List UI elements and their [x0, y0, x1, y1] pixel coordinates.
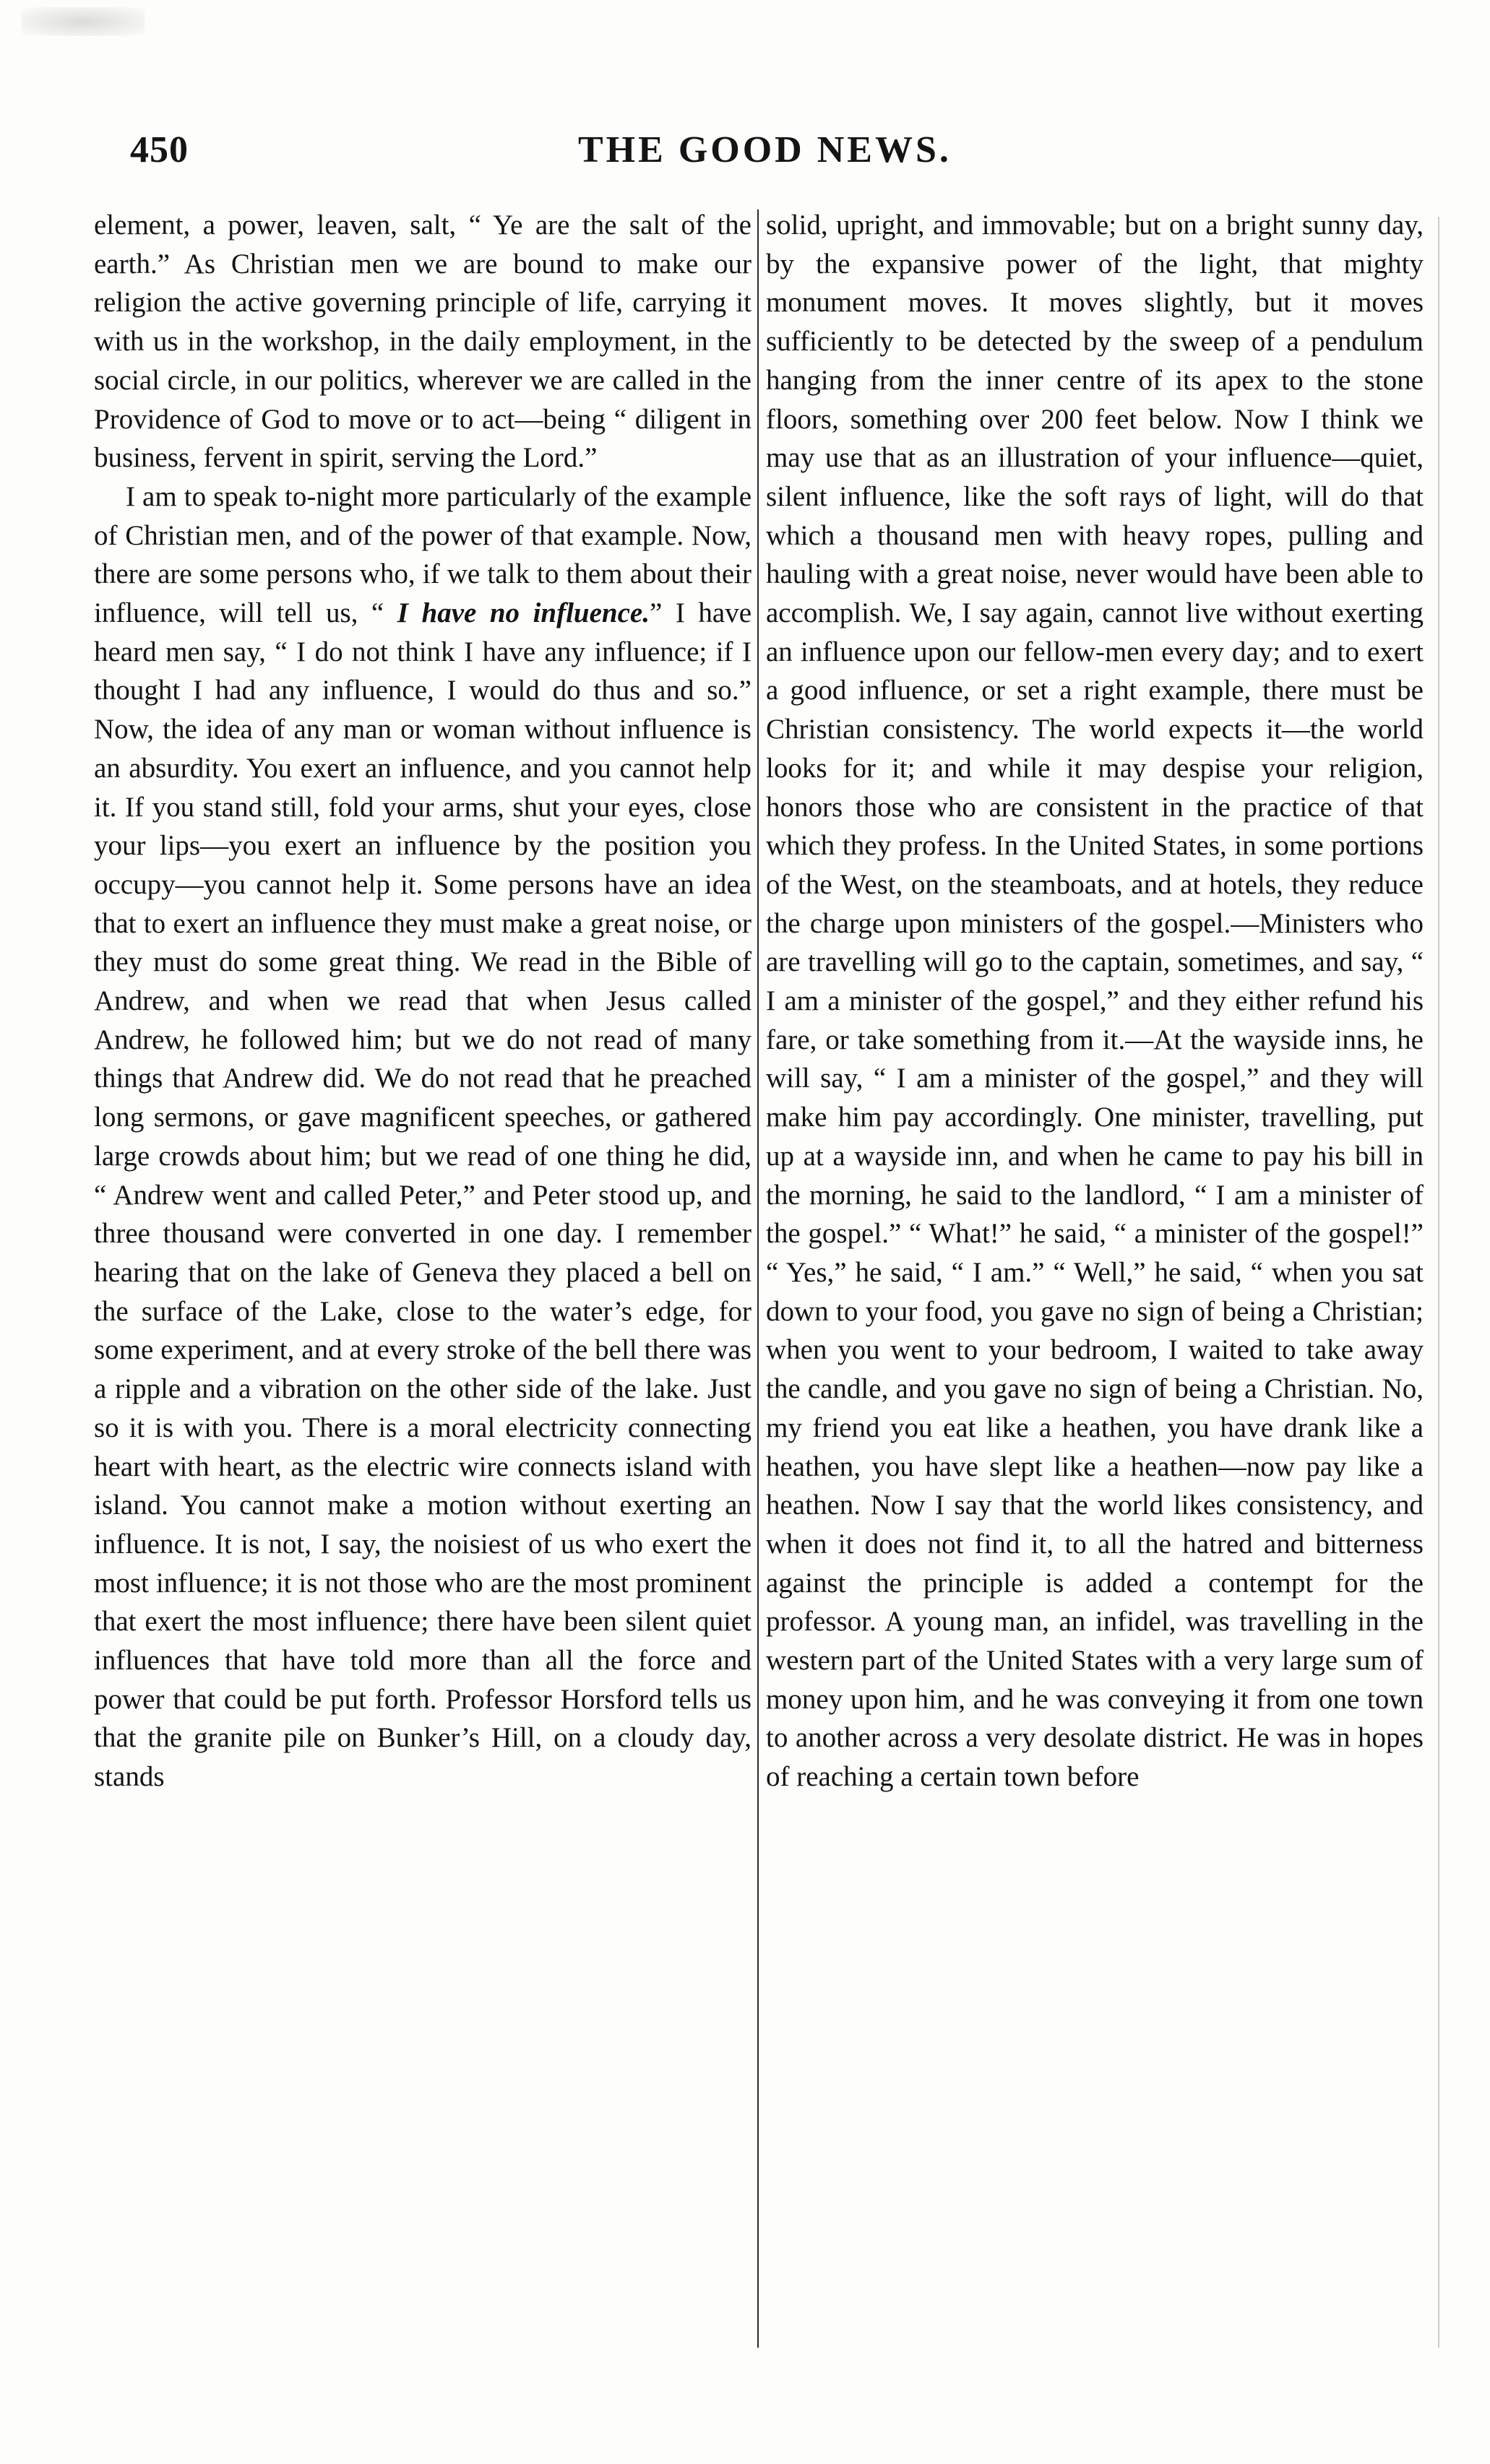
print-smudge [22, 7, 145, 36]
right-column [766, 206, 1424, 1797]
right-paragraph-1: solid, upright, and immovable; but on a bright sunny day, by the expansive power of the light, that mighty monument moves. It moves slightly, but it moves sufficiently to be detected by the sweep of a pendulum hanging from the inner centre of its apex to the stone floors, something over 200 feet below. Now I think we may use that as an illustration of your influence—quiet, silent influence, like the soft rays of light, will do that which a thousand men with heavy ropes, pulling and hauling with a great noise, never would have been able to accomplish. We, I say again, cannot live without exerting an influence upon our fellow-men every day; and to exert a good influence, or set a right example, there must be Christian consistency. The world expects it—the world looks for it; and while it may despise your religion, honors those who are consistent in the practice of that which they profess. In the United States, in some portions of the West, on the steamboats, and at hotels, they reduce the charge upon ministers of the gospel.—Ministers who are travelling will go to the captain, sometimes, and say, “ I am a minister of the gospel,” and they either refund his fare, or take something from it.—At the wayside inns, he will say, “ I am a minister of the gospel,” and they will make him pay accordingly. One minister, travelling, put up at a wayside inn, and when he came to pay his bill in the morning, he said to the landlord, “ I am a minister of the gospel.” “ What!” he said, “ a minister of the gospel!” “ Yes,” he said, “ I am.” “ Well,” he said, “ when you sat down to your food, you gave no sign of being a Christian; when you went to your bedroom, I waited to take away the candle, and you gave no sign of being a Christian. No, my friend you eat like a heathen, you have drank like a heathen, you have slept like a heathen—now pay like a heathen. Now I say that the world likes consistency, and when it does not find it, to all the hatred and bitterness against the principle is added a contempt for the professor. A young man, an infidel, was travelling in the western part of the United States with a very large sum of money upon him, and he was conveying it from one town to another across a very desolate district. He was in hopes of reaching a certain town before [766, 209, 1424, 1793]
left-paragraph-2-emphasis: I have no influence. [397, 597, 650, 629]
running-head [101, 129, 1445, 186]
journal-title: THE GOOD NEWS. [578, 129, 952, 170]
left-paragraph-2-start: I am to speak to-night more particularly of the example of Christian men, and of the power of that example. Now, there are some persons who, if we talk to them about their influence, will tell us, “ [94, 480, 752, 629]
column-divider [757, 209, 759, 2348]
page-number: 450 [130, 129, 189, 170]
left-paragraph-2-rest: ” I have heard men say, “ I do not think I have any influence; if I thought I had any influence, I would do thus and so.” Now, the idea of any man or woman without influence is an absurdity. You exert an influence, and you cannot help it. If you stand still, fold your arms, shut your eyes, close your lips—you exert an influence by the position you occupy—you cannot help it. Some persons have an idea that to exert an influence they must make a great noise, or they must do some great thing. We read in the Bible of Andrew, and when we read that when Jesus called Andrew, he followed him; but we do not read of many things that Andrew did. We do not read that he preached long sermons, or gave magnificent speeches, or gathered large crowds about him; but we read of one thing he did, “ Andrew went and called Peter,” and Peter stood up, and three thousand were converted in one day. I remember hearing that on the lake of Geneva they placed a bell on the surface of the Lake, close to the water’s edge, for some experiment, and at every stroke of the bell there was a ripple and a vibration on the other side of the lake. Just so it is with you. There is a moral electricity connecting heart with heart, as the electric wire connects island with island. You cannot make a motion without exerting an influence. It is not, I say, the noisiest of us who exert the most influence; it is not those who are the most prominent that exert the most influence; there have been silent quiet influences that have told more than all the force and power that could be put forth. Professor Horsford tells us that the granite pile on Bunker’s Hill, on a cloudy day, stands [94, 597, 752, 1793]
page-edge-shadow [1438, 217, 1439, 2348]
left-paragraph-1: element, a power, leaven, salt, “ Ye are the salt of the earth.” As Christian men we are bound to make our religion the active governing principle of life, carrying it with us in the workshop, in the daily employment, in the social circle, in our politics, wherever we are called in the Providence of God to move or to act—being “ diligent in business, fervent in spirit, serving the Lord.” [94, 209, 752, 474]
left-column [94, 206, 752, 1797]
left-paragraph-2 [94, 477, 752, 1797]
